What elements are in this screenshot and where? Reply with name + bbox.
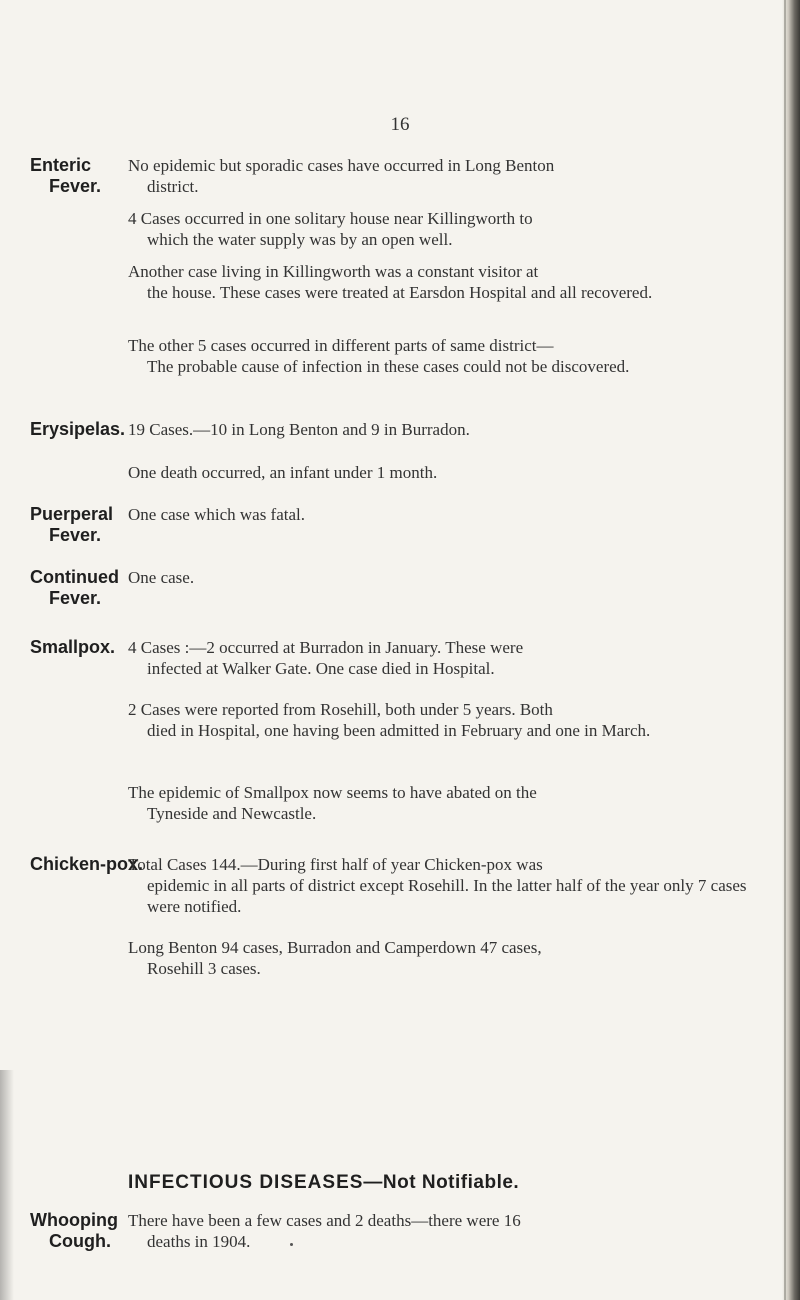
paragraph-first-line: 4 Cases :—2 occurred at Burradon in January. These were bbox=[128, 638, 524, 657]
paragraph-first-line: 19 Cases.—10 in Long Benton and 9 in Burradon. bbox=[128, 420, 470, 439]
heading-line1: Enteric bbox=[30, 155, 92, 175]
heading-puerperal-fever bbox=[30, 504, 113, 546]
paragraph bbox=[128, 419, 768, 440]
paragraph-first-line: No epidemic but sporadic cases have occurred in Long Benton bbox=[128, 156, 555, 175]
section-title-not-notifiable bbox=[128, 1172, 519, 1194]
paragraph-rest: deaths in 1904. bbox=[147, 1232, 251, 1251]
heading-line1: Whooping bbox=[30, 1210, 118, 1230]
paragraph-first-line: The epidemic of Smallpox now seems to have abated on the bbox=[128, 783, 537, 802]
heading-smallpox bbox=[30, 637, 115, 658]
paragraph bbox=[128, 208, 768, 250]
paragraph bbox=[128, 155, 768, 197]
paragraph bbox=[128, 504, 768, 525]
paragraph-rest: Tyneside and Newcastle. bbox=[147, 804, 317, 823]
heading-line1: Continued bbox=[30, 567, 119, 587]
heading-chicken-pox bbox=[30, 854, 143, 875]
paragraph-rest: Rosehill 3 cases. bbox=[147, 959, 261, 978]
paragraph bbox=[128, 261, 768, 303]
paragraph bbox=[128, 854, 768, 917]
paragraph-rest: which the water supply was by an open well. bbox=[147, 230, 453, 249]
paragraph bbox=[128, 937, 768, 979]
binding-line bbox=[784, 0, 786, 1300]
paragraph-first-line: 4 Cases occurred in one solitary house near Killingworth to bbox=[128, 209, 533, 228]
paragraph bbox=[128, 782, 768, 824]
paragraph-rest: infected at Walker Gate. One case died in Hospital. bbox=[147, 659, 495, 678]
paragraph-rest: epidemic in all parts of district except Rosehill. In the latter half of the year only 7 cases were notified. bbox=[147, 876, 747, 916]
heading-line2: Fever. bbox=[49, 525, 102, 545]
page-number: 16 bbox=[390, 114, 410, 135]
ink-speck bbox=[290, 1243, 293, 1246]
paragraph bbox=[128, 335, 768, 377]
paragraph-rest: died in Hospital, one having been admitted in February and one in March. bbox=[147, 721, 651, 740]
paragraph-first-line: There have been a few cases and 2 deaths—there were 16 bbox=[128, 1211, 521, 1230]
heading-line1: Chicken-pox. bbox=[30, 854, 144, 874]
heading-erysipelas bbox=[30, 419, 125, 440]
heading-line2: Fever. bbox=[49, 588, 102, 608]
paragraph-first-line: Another case living in Killingworth was a constant visitor at bbox=[128, 262, 539, 281]
paragraph bbox=[128, 637, 768, 679]
paragraph-first-line: One death occurred, an infant under 1 month. bbox=[128, 463, 438, 482]
paragraph-first-line: Total Cases 144.—During first half of year Chicken-pox was bbox=[128, 855, 543, 874]
section-title-main: INFECTIOUS DISEASES bbox=[128, 1172, 364, 1193]
paragraph-rest: district. bbox=[147, 177, 199, 196]
section-title-tail: —Not Notifiable. bbox=[363, 1172, 520, 1193]
heading-line2: Fever. bbox=[49, 176, 102, 196]
heading-line1: Erysipelas. bbox=[30, 419, 126, 439]
paragraph bbox=[128, 1210, 768, 1252]
paragraph bbox=[128, 567, 768, 588]
paragraph-first-line: The other 5 cases occurred in different parts of same district— bbox=[128, 336, 554, 355]
heading-enteric-fever bbox=[30, 155, 101, 197]
heading-line1: Smallpox. bbox=[30, 637, 116, 657]
paragraph-first-line: 2 Cases were reported from Rosehill, both under 5 years. Both bbox=[128, 700, 553, 719]
left-edge-shadow bbox=[0, 1070, 14, 1300]
paragraph-first-line: One case. bbox=[128, 568, 195, 587]
heading-line2: Cough. bbox=[49, 1231, 111, 1251]
heading-continued-fever bbox=[30, 567, 119, 609]
paragraph-rest: the house. These cases were treated at Earsdon Hospital and all recovered. bbox=[147, 283, 653, 302]
paragraph bbox=[128, 699, 768, 741]
heading-whooping-cough bbox=[30, 1210, 118, 1252]
paragraph-rest: The probable cause of infection in these cases could not be discovered. bbox=[147, 357, 630, 376]
paragraph bbox=[128, 462, 768, 483]
heading-line1: Puerperal bbox=[30, 504, 114, 524]
paragraph-first-line: One case which was fatal. bbox=[128, 505, 306, 524]
paragraph-first-line: Long Benton 94 cases, Burradon and Camperdown 47 cases, bbox=[128, 938, 542, 957]
